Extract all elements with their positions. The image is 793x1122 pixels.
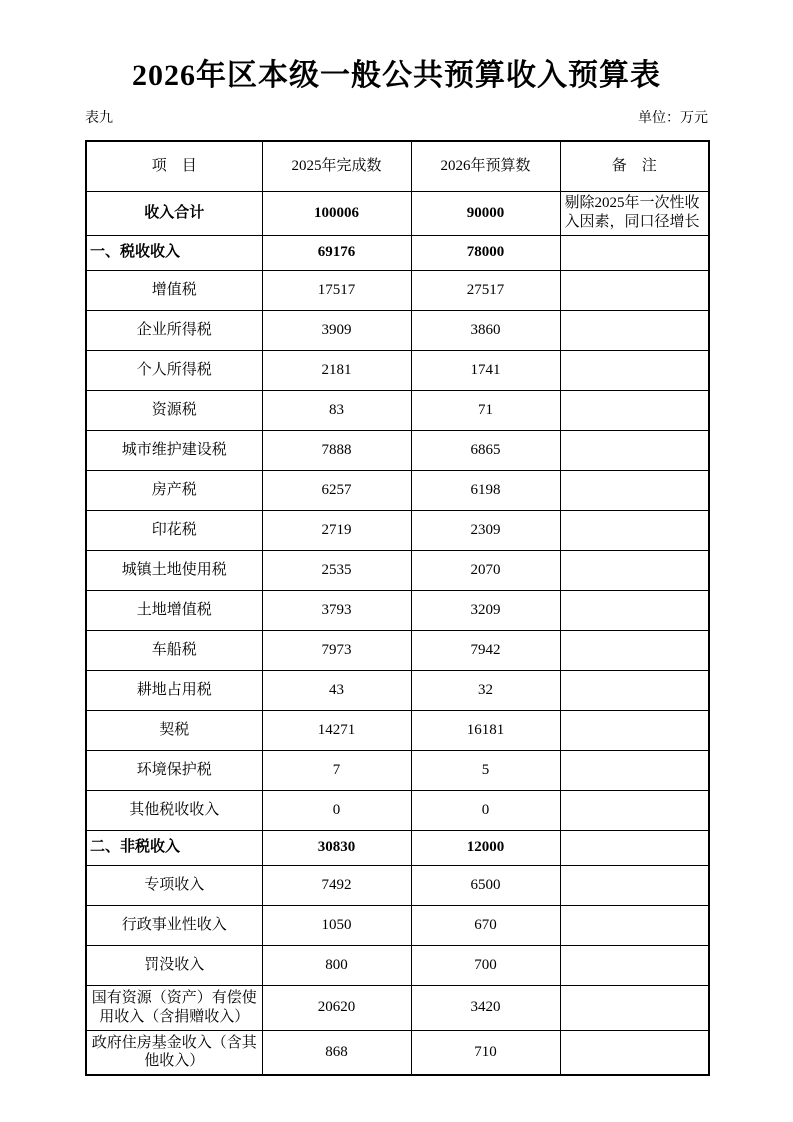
cell-2026-budget: 2309	[411, 510, 560, 550]
cell-2026-budget: 3860	[411, 310, 560, 350]
cell-item: 行政事业性收入	[86, 905, 262, 945]
cell-2025-actual: 30830	[262, 830, 411, 865]
cell-remark	[560, 590, 709, 630]
cell-2026-budget: 27517	[411, 270, 560, 310]
meta-row	[85, 107, 708, 127]
cell-2025-actual: 0	[262, 790, 411, 830]
cell-remark	[560, 390, 709, 430]
table-row	[86, 310, 709, 350]
cell-2026-budget: 6865	[411, 430, 560, 470]
cell-2025-actual: 7888	[262, 430, 411, 470]
cell-remark	[560, 670, 709, 710]
cell-item: 车船税	[86, 630, 262, 670]
cell-2026-budget: 670	[411, 905, 560, 945]
cell-2026-budget: 0	[411, 790, 560, 830]
cell-2026-budget: 710	[411, 1030, 560, 1075]
cell-remark	[560, 350, 709, 390]
cell-2025-actual: 69176	[262, 235, 411, 270]
cell-2026-budget: 2070	[411, 550, 560, 590]
table-body	[86, 191, 709, 1075]
table-row	[86, 191, 709, 235]
cell-item: 企业所得税	[86, 310, 262, 350]
table-row	[86, 235, 709, 270]
table-row	[86, 430, 709, 470]
cell-item: 收入合计	[86, 191, 262, 235]
cell-2025-actual: 100006	[262, 191, 411, 235]
cell-2026-budget: 32	[411, 670, 560, 710]
cell-remark	[560, 790, 709, 830]
cell-remark	[560, 470, 709, 510]
cell-item: 房产税	[86, 470, 262, 510]
page-title: 2026年区本级一般公共预算收入预算表	[132, 59, 661, 92]
cell-2026-budget: 5	[411, 750, 560, 790]
column-header-item: 项 目	[86, 141, 262, 191]
cell-item: 印花税	[86, 510, 262, 550]
table-row	[86, 790, 709, 830]
cell-remark: 剔除2025年一次性收入因素，同口径增长	[560, 191, 709, 235]
table-row	[86, 830, 709, 865]
column-header-2025-actual: 2025年完成数	[262, 141, 411, 191]
cell-2025-actual: 20620	[262, 985, 411, 1030]
table-row	[86, 1030, 709, 1075]
cell-item: 专项收入	[86, 865, 262, 905]
cell-item: 个人所得税	[86, 350, 262, 390]
cell-item: 其他税收收入	[86, 790, 262, 830]
cell-2026-budget: 7942	[411, 630, 560, 670]
cell-item: 政府住房基金收入（含其他收入）	[86, 1030, 262, 1075]
cell-2025-actual: 7973	[262, 630, 411, 670]
cell-2025-actual: 83	[262, 390, 411, 430]
cell-remark	[560, 710, 709, 750]
cell-2025-actual: 868	[262, 1030, 411, 1075]
cell-remark	[560, 865, 709, 905]
table-row	[86, 510, 709, 550]
cell-2026-budget: 3420	[411, 985, 560, 1030]
cell-2026-budget: 71	[411, 390, 560, 430]
table-row	[86, 670, 709, 710]
cell-item: 城镇土地使用税	[86, 550, 262, 590]
cell-2025-actual: 7492	[262, 865, 411, 905]
cell-2025-actual: 2719	[262, 510, 411, 550]
cell-remark	[560, 945, 709, 985]
cell-item: 国有资源（资产）有偿使用收入（含捐赠收入）	[86, 985, 262, 1030]
cell-2025-actual: 800	[262, 945, 411, 985]
budget-table	[85, 140, 710, 1076]
table-header-row	[86, 141, 709, 191]
cell-item: 环境保护税	[86, 750, 262, 790]
unit-label: 单位：万元	[638, 111, 708, 126]
cell-2026-budget: 16181	[411, 710, 560, 750]
cell-2025-actual: 6257	[262, 470, 411, 510]
table-row	[86, 710, 709, 750]
cell-2026-budget: 90000	[411, 191, 560, 235]
table-row	[86, 350, 709, 390]
table-row	[86, 630, 709, 670]
cell-item: 耕地占用税	[86, 670, 262, 710]
cell-2026-budget: 6500	[411, 865, 560, 905]
cell-remark	[560, 830, 709, 865]
table-row	[86, 905, 709, 945]
table-number-label: 表九	[85, 111, 113, 126]
cell-item: 一、税收收入	[86, 235, 262, 270]
cell-2026-budget: 12000	[411, 830, 560, 865]
column-header-2026-budget: 2026年预算数	[411, 141, 560, 191]
table-row	[86, 750, 709, 790]
cell-item: 契税	[86, 710, 262, 750]
cell-2025-actual: 17517	[262, 270, 411, 310]
cell-2025-actual: 2181	[262, 350, 411, 390]
table-row	[86, 390, 709, 430]
cell-2025-actual: 14271	[262, 710, 411, 750]
cell-item: 城市维护建设税	[86, 430, 262, 470]
cell-2025-actual: 3793	[262, 590, 411, 630]
cell-2026-budget: 78000	[411, 235, 560, 270]
cell-remark	[560, 430, 709, 470]
table-row	[86, 590, 709, 630]
cell-2025-actual: 1050	[262, 905, 411, 945]
cell-2026-budget: 1741	[411, 350, 560, 390]
cell-item: 二、非税收入	[86, 830, 262, 865]
cell-2026-budget: 6198	[411, 470, 560, 510]
cell-remark	[560, 905, 709, 945]
cell-2025-actual: 43	[262, 670, 411, 710]
cell-2026-budget: 700	[411, 945, 560, 985]
cell-2025-actual: 3909	[262, 310, 411, 350]
cell-remark	[560, 550, 709, 590]
cell-item: 土地增值税	[86, 590, 262, 630]
cell-2026-budget: 3209	[411, 590, 560, 630]
cell-item: 增值税	[86, 270, 262, 310]
cell-remark	[560, 1030, 709, 1075]
cell-remark	[560, 750, 709, 790]
cell-2025-actual: 2535	[262, 550, 411, 590]
table-row	[86, 550, 709, 590]
table-row	[86, 865, 709, 905]
cell-item: 罚没收入	[86, 945, 262, 985]
table-row	[86, 985, 709, 1030]
cell-2025-actual: 7	[262, 750, 411, 790]
cell-remark	[560, 510, 709, 550]
cell-remark	[560, 630, 709, 670]
cell-remark	[560, 235, 709, 270]
table-row	[86, 270, 709, 310]
table-row	[86, 470, 709, 510]
cell-remark	[560, 310, 709, 350]
column-header-remark: 备 注	[560, 141, 709, 191]
cell-item: 资源税	[86, 390, 262, 430]
cell-remark	[560, 985, 709, 1030]
table-row	[86, 945, 709, 985]
cell-remark	[560, 270, 709, 310]
